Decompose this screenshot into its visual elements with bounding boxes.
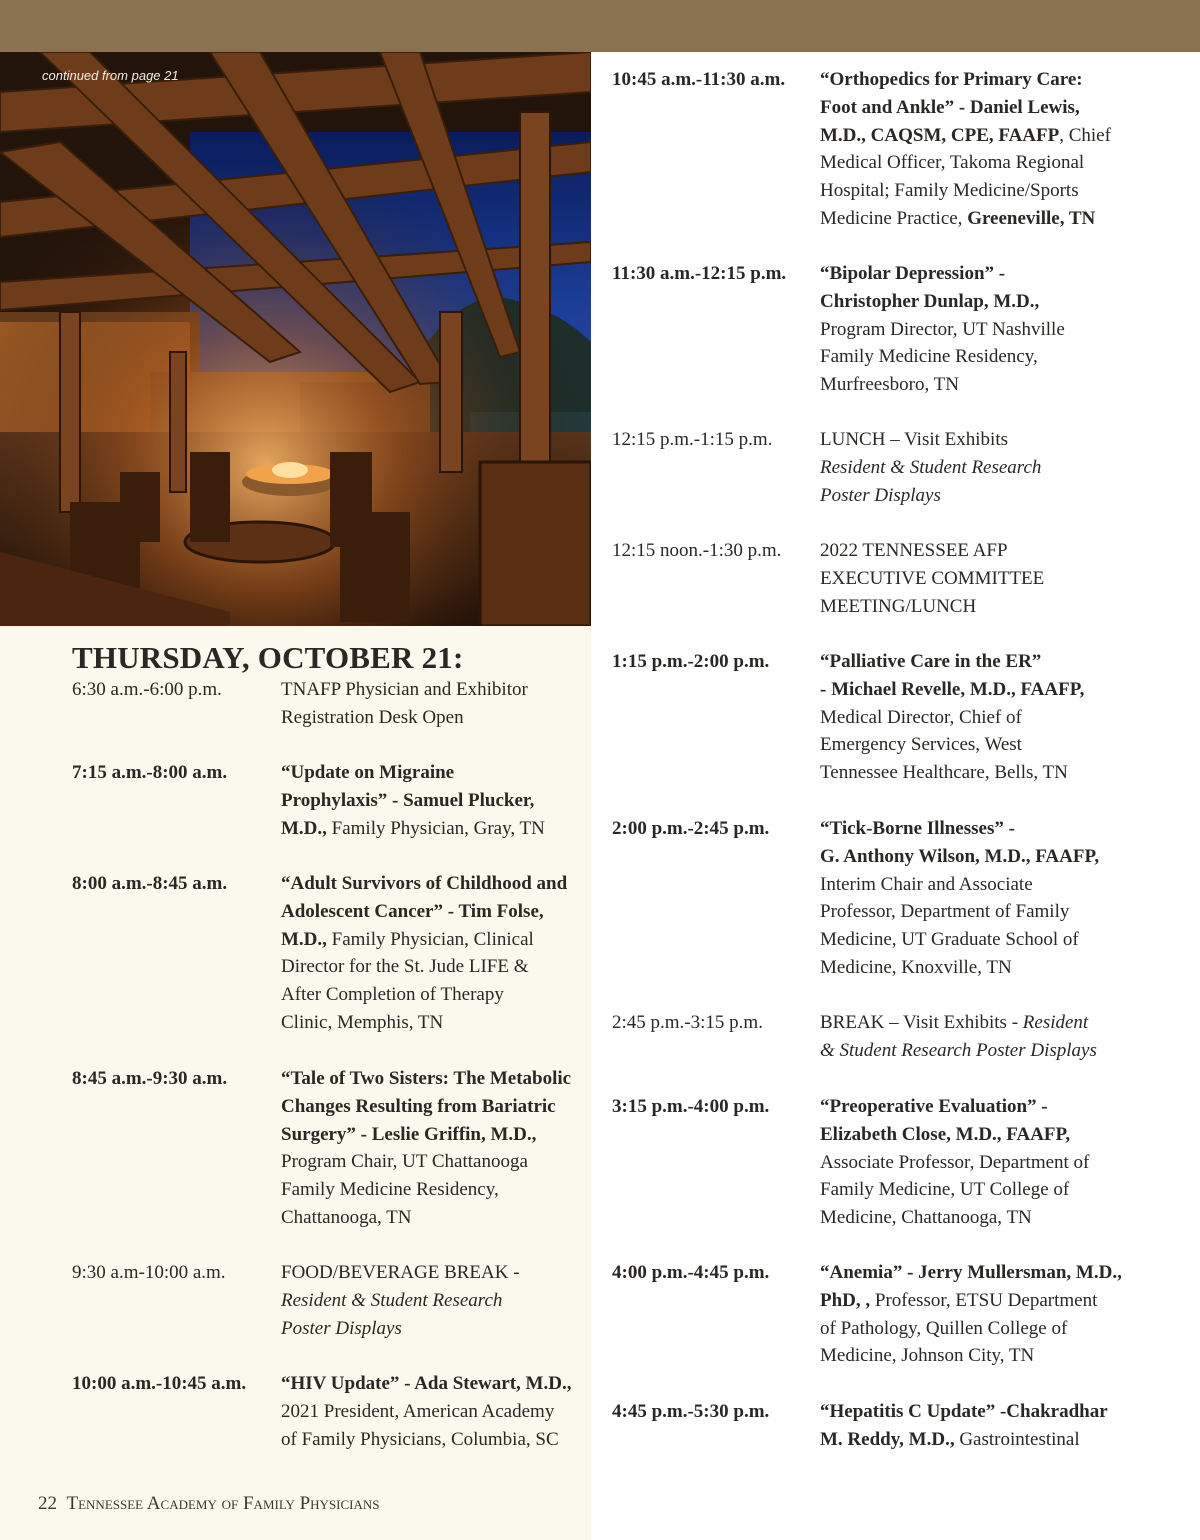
speaker-affiliation: Family Physician, Clinical	[326, 928, 534, 950]
session-line: Tennessee Healthcare, Bells, TN	[820, 762, 1068, 784]
session-description	[820, 537, 1140, 620]
session-line: MEETING/LUNCH	[820, 595, 977, 617]
session-time: 8:00 a.m.-8:45 a.m.	[72, 873, 228, 894]
session-line: Clinic, Memphis, TN	[281, 1011, 444, 1033]
session-line: FOOD/BEVERAGE BREAK -	[281, 1262, 520, 1283]
speaker-name: M.D.,	[281, 817, 327, 839]
session-line: Chattanooga, TN	[281, 1206, 412, 1228]
session-title: “HIV Update” - Ada Stewart, M.D.,	[281, 1373, 572, 1394]
session-line: LUNCH – Visit Exhibits	[820, 429, 1008, 450]
session-line: TNAFP Physician and Exhibitor	[281, 679, 528, 700]
session-time: 10:00 a.m.-10:45 a.m.	[72, 1373, 247, 1394]
session-title: “Preoperative Evaluation” -	[820, 1096, 1048, 1117]
publication-name: Tennessee Academy of Family Physicians	[66, 1493, 380, 1514]
session-description	[281, 1370, 591, 1453]
session-line: Medicine Practice,	[820, 207, 968, 229]
session-description	[820, 1093, 1140, 1232]
session-description	[281, 1065, 591, 1232]
session-description	[820, 1259, 1140, 1370]
session-time: 8:45 a.m.-9:30 a.m.	[72, 1068, 228, 1089]
session-description	[820, 815, 1140, 982]
session-time: 4:45 p.m.-5:30 p.m.	[612, 1401, 770, 1422]
patio-photo-illustration	[0, 52, 591, 626]
speaker-name: Christopher Dunlap, M.D.,	[820, 290, 1040, 312]
session-title: “Adult Survivors of Childhood and	[281, 873, 568, 894]
session-time: 10:45 a.m.-11:30 a.m.	[612, 69, 786, 90]
session-time: 3:15 p.m.-4:00 p.m.	[612, 1096, 770, 1117]
session-description	[820, 260, 1140, 399]
session-time: 7:15 a.m.-8:00 a.m.	[72, 762, 228, 783]
session-title: Changes Resulting from Bariatric	[281, 1095, 556, 1117]
session-line: Medicine, Johnson City, TN	[820, 1345, 1035, 1367]
session-title: “Hepatitis C Update” -Chakradhar	[820, 1401, 1108, 1422]
session-title: “Bipolar Depression” -	[820, 263, 1006, 284]
session-time: 1:15 p.m.-2:00 p.m.	[612, 651, 770, 672]
speaker-name: Surgery” - Leslie Griffin, M.D.,	[281, 1123, 537, 1145]
session-line: Program Chair, UT Chattanooga	[281, 1151, 528, 1173]
session-line: Hospital; Family Medicine/Sports	[820, 180, 1079, 202]
session-line: Medicine, UT Graduate School of	[820, 929, 1079, 951]
session-line: Professor, Department of Family	[820, 901, 1070, 923]
patio-photo	[0, 52, 591, 626]
session-line: Medicine, Chattanooga, TN	[820, 1207, 1032, 1229]
session-title: Foot and Ankle” - Daniel Lewis,	[820, 96, 1080, 118]
speaker-name: M.D., CAQSM, CPE, FAAFP	[820, 124, 1060, 146]
session-line: Family Medicine, UT College of	[820, 1179, 1070, 1201]
session-time: 9:30 a.m-10:00 a.m.	[72, 1262, 226, 1283]
speaker-affiliation: Professor, ETSU Department	[870, 1289, 1098, 1311]
continued-note: continued from page 21	[42, 68, 179, 83]
session-line: Program Director, UT Nashville	[820, 318, 1065, 340]
speaker-name: G. Anthony Wilson, M.D., FAAFP,	[820, 845, 1100, 867]
session-title: “Palliative Care in the ER”	[820, 651, 1042, 672]
page-number: 22	[38, 1493, 57, 1514]
session-time: 11:30 a.m.-12:15 p.m.	[612, 263, 787, 284]
session-line: Medical Officer, Takoma Regional	[820, 152, 1085, 174]
session-title: “Anemia” - Jerry Mullersman, M.D.,	[820, 1262, 1122, 1283]
session-time: 6:30 a.m.-6:00 p.m.	[72, 679, 222, 700]
session-line: After Completion of Therapy	[281, 984, 504, 1006]
session-line: 2022 TENNESSEE AFP	[820, 540, 1008, 561]
session-line: Medical Director, Chief of	[820, 706, 1022, 728]
session-line: Resident & Student Research	[820, 456, 1042, 478]
session-time: 2:45 p.m.-3:15 p.m.	[612, 1012, 763, 1033]
session-title: “Orthopedics for Primary Care:	[820, 69, 1083, 90]
session-line: Murfreesboro, TN	[820, 374, 959, 396]
session-line: EXECUTIVE COMMITTEE	[820, 567, 1045, 589]
session-line: Family Medicine Residency,	[820, 346, 1038, 368]
session-line: Registration Desk Open	[281, 706, 464, 728]
session-title: Adolescent Cancer” - Tim Folse,	[281, 900, 544, 922]
session-line: BREAK – Visit Exhibits -	[820, 1012, 1023, 1033]
session-line: Medicine, Knoxville, TN	[820, 956, 1012, 978]
session-title: “Tick-Borne Illnesses” -	[820, 818, 1015, 839]
session-line: 2021 President, American Academy	[281, 1400, 555, 1422]
session-description	[820, 648, 1140, 787]
session-line: Director for the St. Jude LIFE &	[281, 956, 529, 978]
session-title: Prophylaxis” - Samuel Plucker,	[281, 789, 535, 811]
session-line: of Family Physicians, Columbia, SC	[281, 1428, 559, 1450]
speaker-affiliation: Family Physician, Gray, TN	[326, 817, 545, 839]
session-description	[820, 426, 1140, 509]
session-line: Interim Chair and Associate	[820, 873, 1033, 895]
session-time: 4:00 p.m.-4:45 p.m.	[612, 1262, 770, 1283]
session-description	[820, 66, 1140, 233]
session-description	[281, 1259, 591, 1342]
session-line: Family Medicine Residency,	[281, 1179, 499, 1201]
top-color-bar	[0, 0, 1200, 52]
speaker-affiliation: Gastrointestinal	[954, 1428, 1080, 1450]
speaker-name: Elizabeth Close, M.D., FAAFP,	[820, 1123, 1071, 1145]
session-line: Resident & Student Research	[281, 1289, 503, 1311]
page-footer	[38, 1493, 380, 1515]
session-line: Poster Displays	[281, 1317, 402, 1339]
speaker-name: PhD, ,	[820, 1289, 871, 1311]
session-title: “Tale of Two Sisters: The Metabolic	[281, 1068, 572, 1089]
session-line: Resident	[1022, 1012, 1089, 1033]
session-description	[820, 1009, 1140, 1065]
session-description	[281, 676, 591, 732]
speaker-name: M. Reddy, M.D.,	[820, 1428, 955, 1450]
session-location: Greeneville, TN	[967, 207, 1096, 229]
session-line: Associate Professor, Department of	[820, 1151, 1090, 1173]
day-heading: THURSDAY, OCTOBER 21:	[72, 640, 464, 675]
session-description	[820, 1398, 1140, 1454]
speaker-name: M.D.,	[281, 928, 327, 950]
session-title: “Update on Migraine	[281, 762, 455, 783]
session-description	[281, 759, 591, 842]
session-line: Emergency Services, West	[820, 734, 1022, 756]
session-time: 2:00 p.m.-2:45 p.m.	[612, 818, 770, 839]
session-line: Poster Displays	[820, 484, 941, 506]
session-time: 12:15 noon.-1:30 p.m.	[612, 540, 782, 561]
session-time: 12:15 p.m.-1:15 p.m.	[612, 429, 773, 450]
speaker-name: - Michael Revelle, M.D., FAAFP,	[820, 678, 1085, 700]
session-line: of Pathology, Quillen College of	[820, 1317, 1068, 1339]
session-line: & Student Research Poster Displays	[820, 1039, 1097, 1061]
session-description	[281, 870, 591, 1037]
speaker-affiliation: , Chief	[1059, 124, 1111, 146]
